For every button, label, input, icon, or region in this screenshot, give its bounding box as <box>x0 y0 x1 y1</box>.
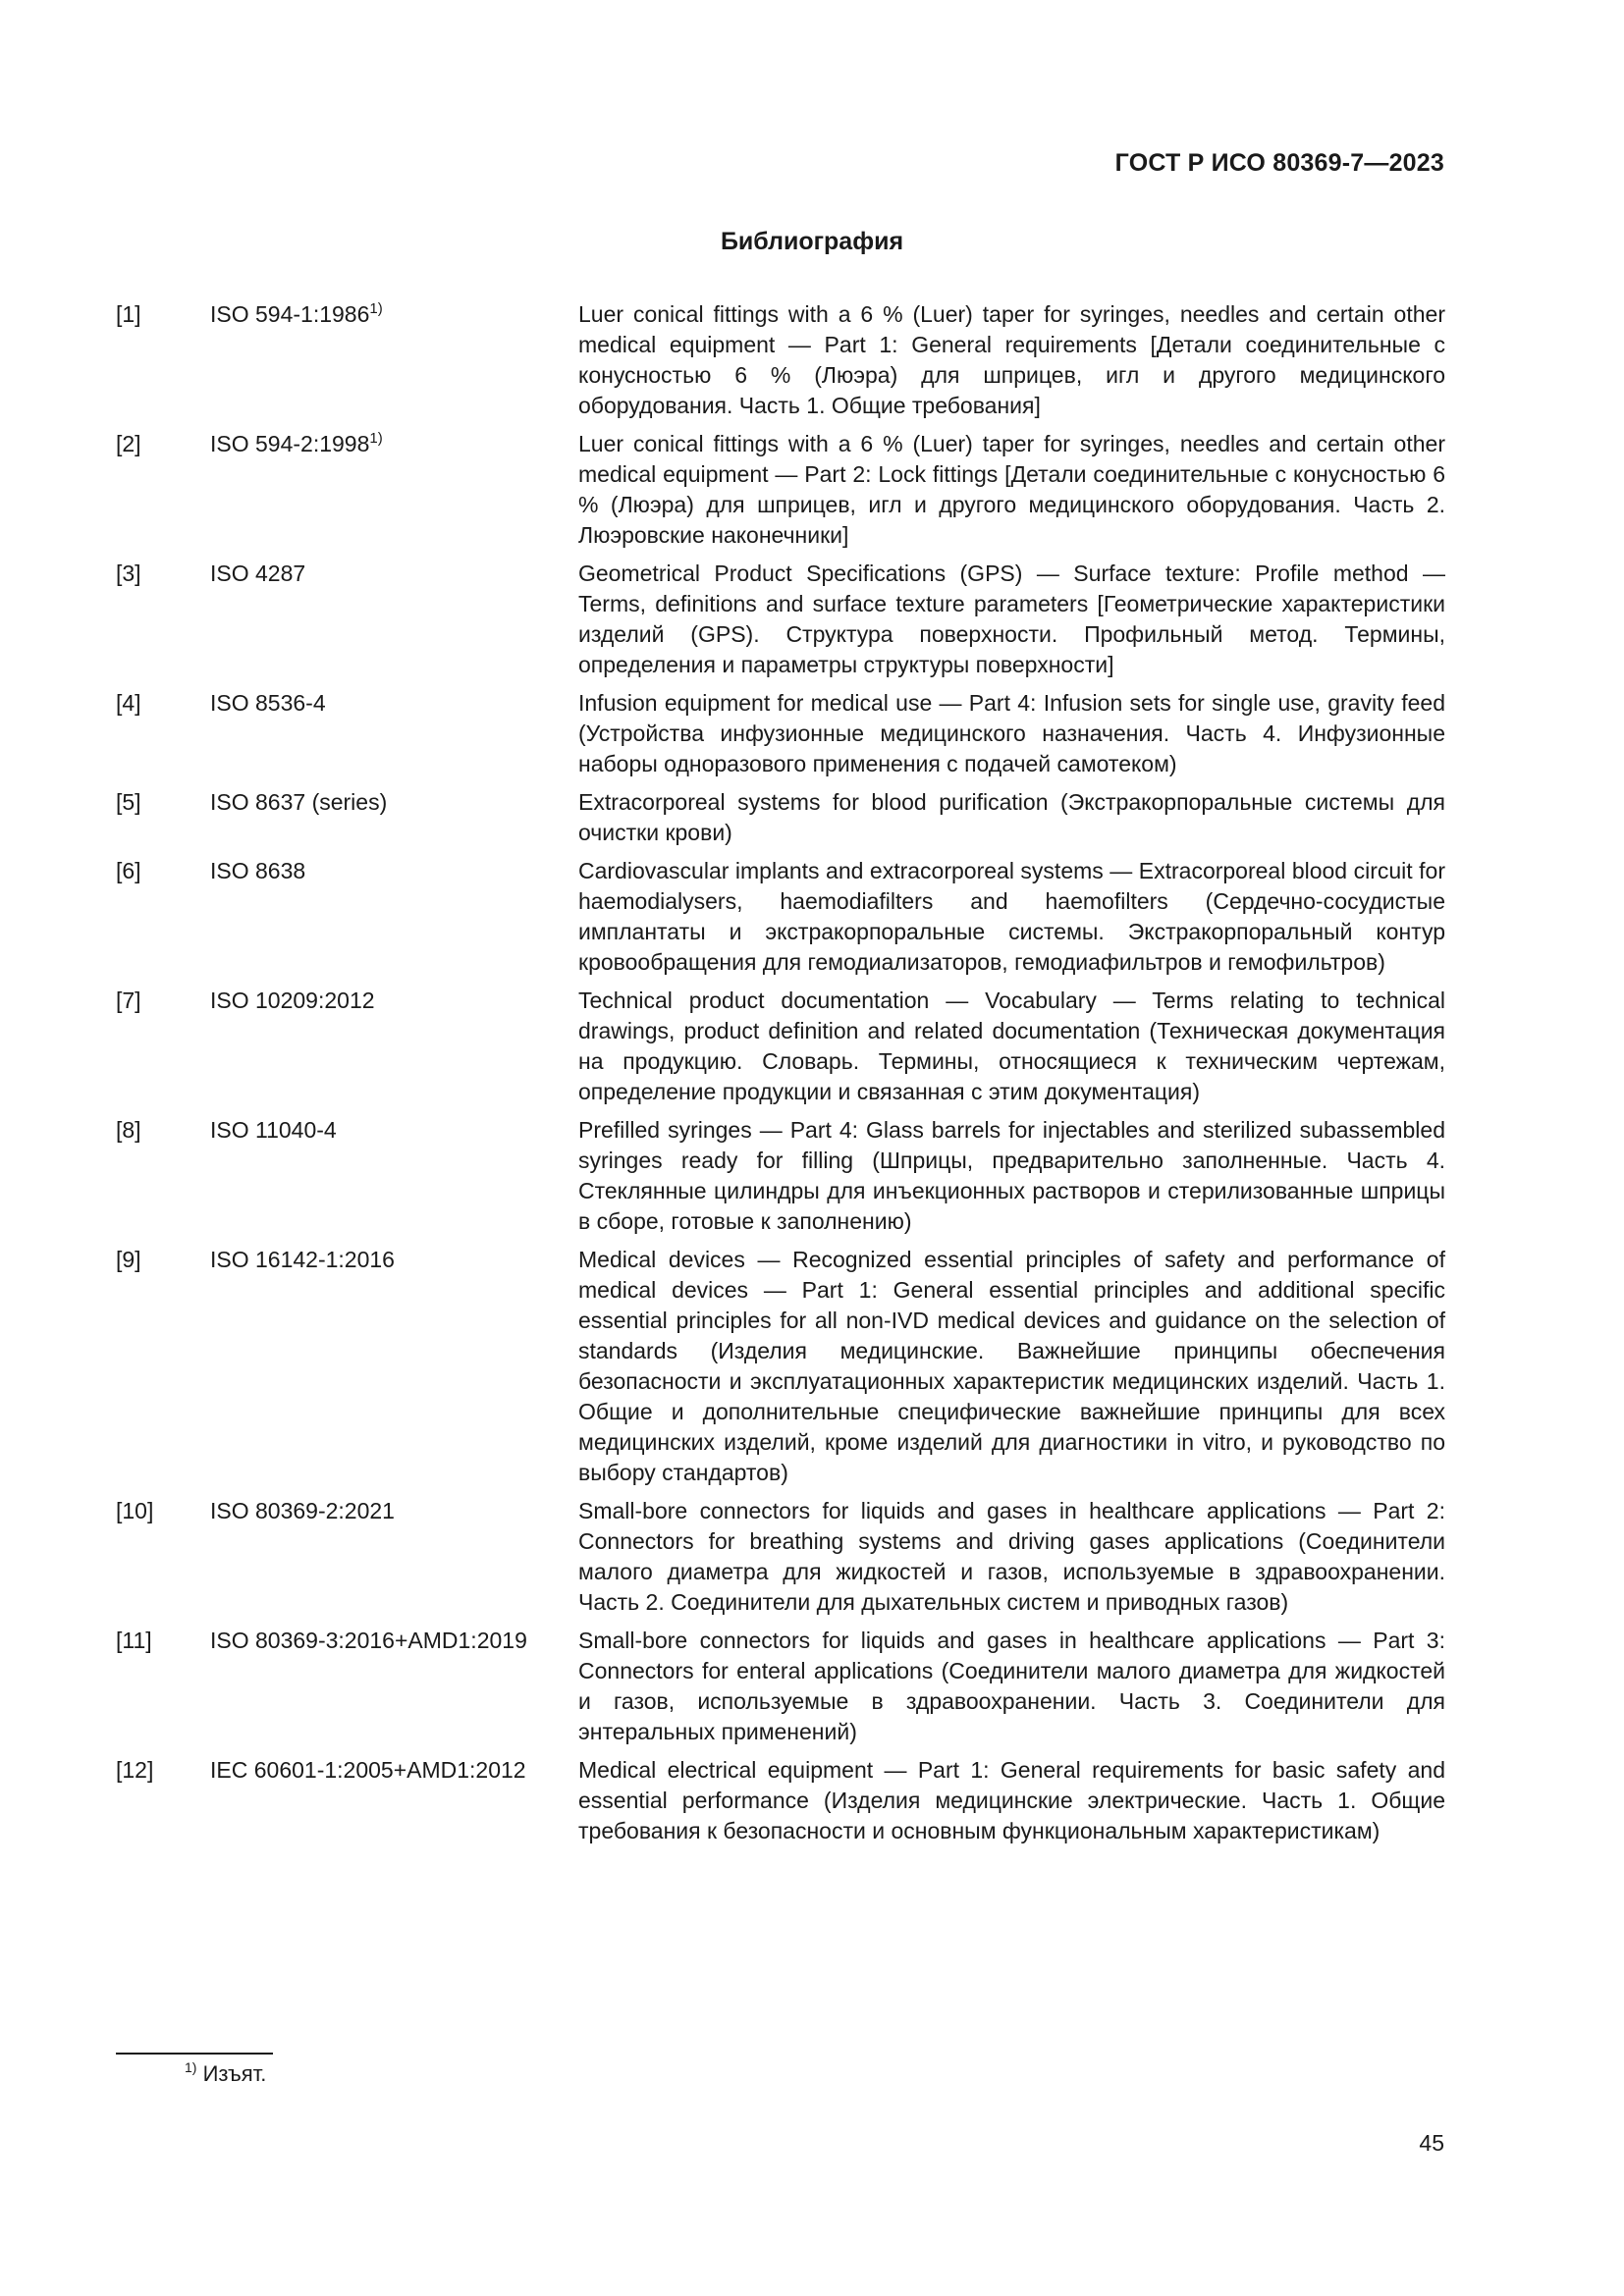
bibliography-entry <box>116 429 1445 551</box>
bibliography-entry <box>116 299 1445 421</box>
entry-number: [10] <box>116 1498 154 1523</box>
bibliography-entry <box>116 1245 1445 1488</box>
bibliography-entry <box>116 856 1445 978</box>
entry-title: Medical electrical equipment — Part 1: General requirements for basic safety and essential performance (Изделия медицинские электрические. Часть 1. Общие требования к безопасности и основным функциональным характеристикам) <box>578 1757 1445 1843</box>
footnote <box>185 2059 266 2089</box>
entry-standard-code: ISO 8637 (series) <box>210 789 388 815</box>
entry-standard-code: ISO 80369-2:2021 <box>210 1498 395 1523</box>
bibliography-entry <box>116 986 1445 1107</box>
entry-number: [7] <box>116 988 141 1013</box>
document-header: ГОСТ Р ИСО 80369-7—2023 <box>1114 149 1444 177</box>
entry-standard-code: ISO 8536-4 <box>210 690 326 716</box>
entry-number: [3] <box>116 561 141 586</box>
entry-standard-code: ISO 10209:2012 <box>210 988 375 1013</box>
entry-title: Medical devices — Recognized essential principles of safety and performance of medical devices — Part 1: General essential principles and additional specific essential principles for all non-IVD medical devices and guidance on the selection of standards (Изделия медицинские. Важнейшие принципы обеспечения безопасности и эксплуатационных характеристик медицинских изделий. Часть 1. Общие и дополнительные специфические важнейшие принципы для всех медицинских изделий, кроме изделий для диагностики in vitro, и руководство по выбору стандартов) <box>578 1247 1445 1485</box>
page-number: 45 <box>1419 2130 1444 2156</box>
entry-title: Cardiovascular implants and extracorporeal systems — Extracorporeal blood circuit for haemodialysers, haemodiafilters and haemofilters (Сердечно-сосудистые имплантаты и экстракорпоральные системы. Экстракорпоральный контур кровообращения для гемодиализаторов, гемодиафильтров и гемофильтров) <box>578 858 1445 975</box>
footnote-marker: 1) <box>185 2059 197 2075</box>
bibliography-entry <box>116 1115 1445 1237</box>
entry-standard-code: ISO 80369-3:2016+AMD1:2019 <box>210 1628 527 1653</box>
bibliography-entry <box>116 688 1445 779</box>
entry-title: Small-bore connectors for liquids and gases in healthcare applications — Part 3: Connectors for enteral applications (Соединители малого диаметра для жидкостей и газов, используемые в здравоохранении. Часть 3. Соединители для энтеральных применений) <box>578 1628 1445 1744</box>
entry-title: Infusion equipment for medical use — Part 4: Infusion sets for single use, gravity feed (Устройства инфузионные медицинского назначения. Часть 4. Инфузионные наборы одноразового применения с подачей самотеком) <box>578 690 1445 776</box>
entry-number: [1] <box>116 301 141 327</box>
entry-title: Technical product documentation — Vocabulary — Terms relating to technical drawings, product definition and related documentation (Техническая документация на продукцию. Словарь. Термины, относящиеся к техническим чертежам, определение продукции и связанная с этим документация) <box>578 988 1445 1104</box>
entry-title: Extracorporeal systems for blood purification (Экстракорпоральные системы для очистки крови) <box>578 789 1445 845</box>
bibliography-entry <box>116 1755 1445 1846</box>
footnote-text: Изъят. <box>196 2061 267 2086</box>
footnote-marker: 1) <box>369 300 383 317</box>
entry-number: [11] <box>116 1628 152 1653</box>
entry-standard-code: ISO 594-1:1986$^{1)}$ <box>210 300 383 327</box>
entry-number: [5] <box>116 789 141 815</box>
entry-number: [8] <box>116 1117 141 1143</box>
entry-title: Prefilled syringes — Part 4: Glass barrels for injectables and sterilized subassembled syringes ready for filling (Шприцы, предварительно заполненные. Часть 4. Стеклянные цилиндры для инъекционных растворов и стерилизованные шприцы в сборе, готовые к заполнению) <box>578 1117 1445 1234</box>
entry-number: [12] <box>116 1757 154 1783</box>
entry-standard-code: ISO 11040-4 <box>210 1117 337 1143</box>
entry-standard-code: ISO 8638 <box>210 858 306 883</box>
bibliography-entry <box>116 559 1445 680</box>
entry-number: [9] <box>116 1247 141 1272</box>
bibliography-entry <box>116 787 1445 848</box>
entry-title: Small-bore connectors for liquids and gases in healthcare applications — Part 2: Connectors for breathing systems and driving gases applications (Соединители малого диаметра для жидкостей и газов, используемые в здравоохранении. Часть 2. Соединители для дыхательных систем и приводных газов) <box>578 1498 1445 1615</box>
bibliography-list <box>116 299 1445 1854</box>
entry-standard-code: IEC 60601-1:2005+AMD1:2012 <box>210 1757 526 1783</box>
footnote-marker: 1) <box>369 430 383 447</box>
entry-standard-code: ISO 594-2:1998$^{1)}$ <box>210 430 383 456</box>
entry-number: [2] <box>116 431 141 456</box>
entry-title: Luer conical fittings with a 6 % (Luer) taper for syringes, needles and certain other medical equipment — Part 2: Lock fittings [Детали соединительные с конусностью 6 % (Люэра) для шприцев, игл и другого медицинского оборудования. Часть 2. Люэровские наконечники] <box>578 431 1445 548</box>
entry-number: [4] <box>116 690 141 716</box>
entry-standard-code: ISO 16142-1:2016 <box>210 1247 395 1272</box>
bibliography-entry <box>116 1626 1445 1747</box>
entry-title: Geometrical Product Specifications (GPS) — Surface texture: Profile method — Terms, definitions and surface texture parameters [Геометрические характеристики изделий (GPS). Структура поверхности. Профильный метод. Термины, определения и параметры структуры поверхности] <box>578 561 1445 677</box>
footnote-divider <box>116 2053 273 2055</box>
section-title: Библиография <box>720 228 904 255</box>
entry-standard-code: ISO 4287 <box>210 561 306 586</box>
bibliography-entry <box>116 1496 1445 1618</box>
entry-number: [6] <box>116 858 141 883</box>
entry-title: Luer conical fittings with a 6 % (Luer) taper for syringes, needles and certain other medical equipment — Part 1: General requirements [Детали соединительные с конусностью 6 % (Люэра) для шприцев, игл и другого медицинского оборудования. Часть 1. Общие требования] <box>578 301 1445 418</box>
